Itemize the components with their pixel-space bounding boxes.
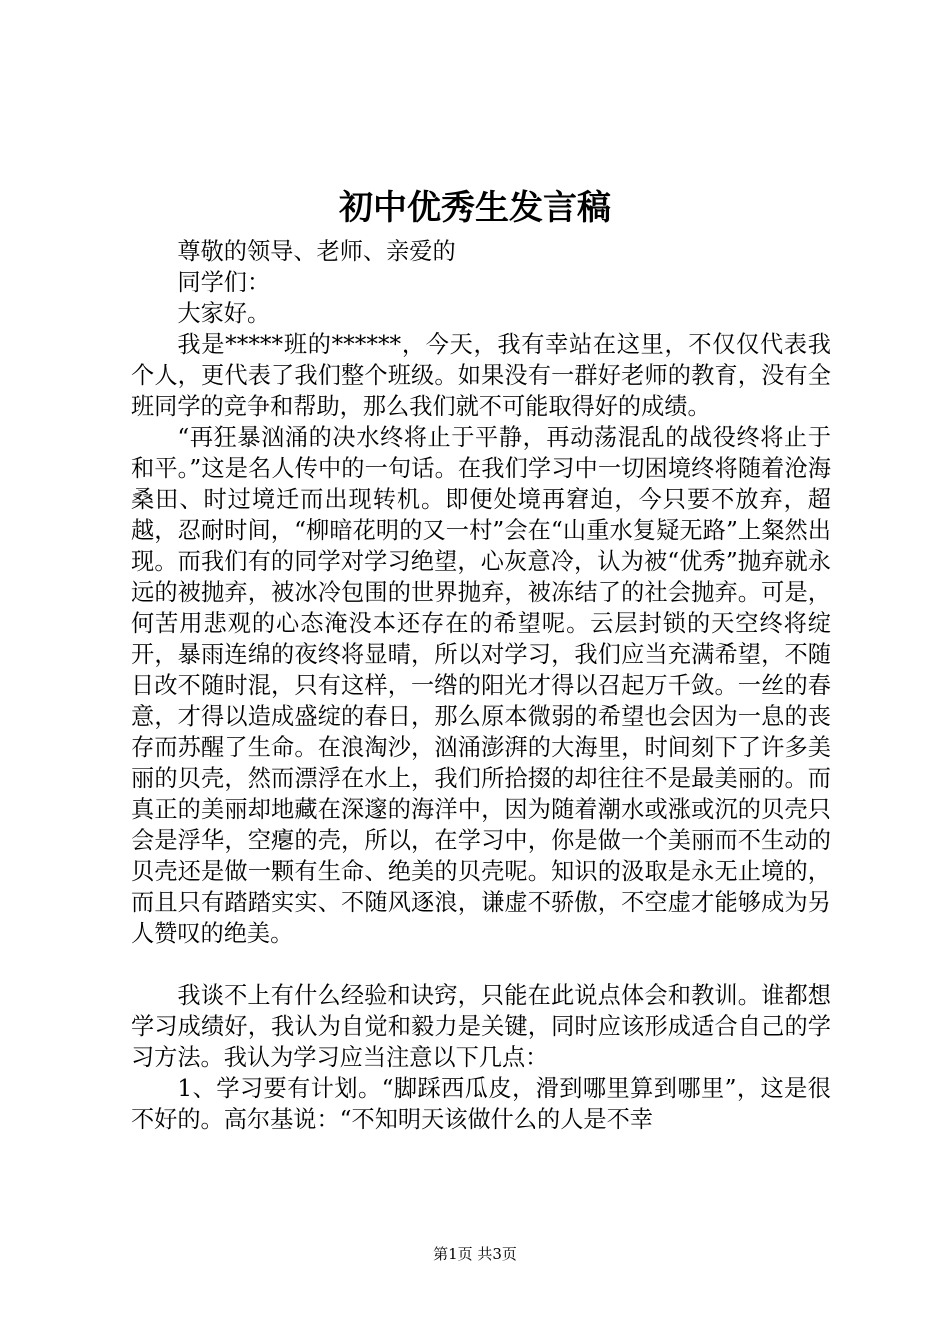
document-title: 初中优秀生发言稿 [339,188,611,228]
main-paragraph: “再狂暴汹涌的决水终将止于平静，再动荡混乱的战役终将止于和平。”这是名人传中的一句话。在我们学习中一切困境终将随着沧海桑田、时过境迁而出现转机。即便处境再窘迫，今只要不放弃，超越，忍耐时间，“柳暗花明的又一村”会在“山重水复疑无路”上粲然出现。而我们有的同学对学习绝望，心灰意冷，认为被“优秀”抛弃就永远的被抛弃，被冰冷包围的世界抛弃，被冻结了的社会抛弃。可是，何苦用悲观的心态淹没本还存在的希望呢。云层封锁的天空终将绽开，暴雨连绵的夜终将显晴，所以对学习，我们应当充满希望，不随日改不随时混，只有这样，一绺的阳光才得以召起万千敛。一丝的春意，才得以造成盛绽的春日，那么原本微弱的希望也会因为一息的丧存而苏醒了生命。在浪淘沙，汹涌澎湃的大海里，时间刻下了许多美丽的贝壳，然而漂浮在水上，我们所拾掇的却往往不是最美丽的。而真正的美丽却地藏在深邃的海洋中，因为随着潮水或涨或沉的贝壳只会是浮华，空瘪的壳，所以，在学习中，你是做一个美丽而不生动的贝壳还是做一颗有生命、绝美的贝壳呢。知识的汲取是永无止境的，而且只有踏踏实实、不随风逐浪，谦虚不骄傲，不空虚才能够成为另人赞叹的绝美。 [131,424,831,947]
salutation-line-1: 尊敬的领导、老师、亲爱的 [177,238,456,265]
page-number-footer: 第1页 共3页 [433,1245,517,1263]
document-body [131,236,831,1135]
salutation-line-2: 同学们： [177,269,271,296]
method-paragraph: 我谈不上有什么经验和诀窍，只能在此说点体会和教训。谁都想学习成绩好，我认为自觉和毅力是关键，同时应该形成适合自己的学习方法。我认为学习应当注意以下几点： [131,982,831,1071]
intro-paragraph: 我是*****班的******，今天，我有幸站在这里，不仅仅代表我个人，更代表了我们整个班级。如果没有一群好老师的教育，没有全班同学的竞争和帮助，那么我们就不可能取得好的成绩。 [131,331,831,420]
greeting-paragraph: 大家好。 [177,300,271,327]
point-1-paragraph: 1、学习要有计划。“脚踩西瓜皮，滑到哪里算到哪里”，这是很不好的。高尔基说：“不知明天该做什么的人是不幸 [131,1075,831,1133]
